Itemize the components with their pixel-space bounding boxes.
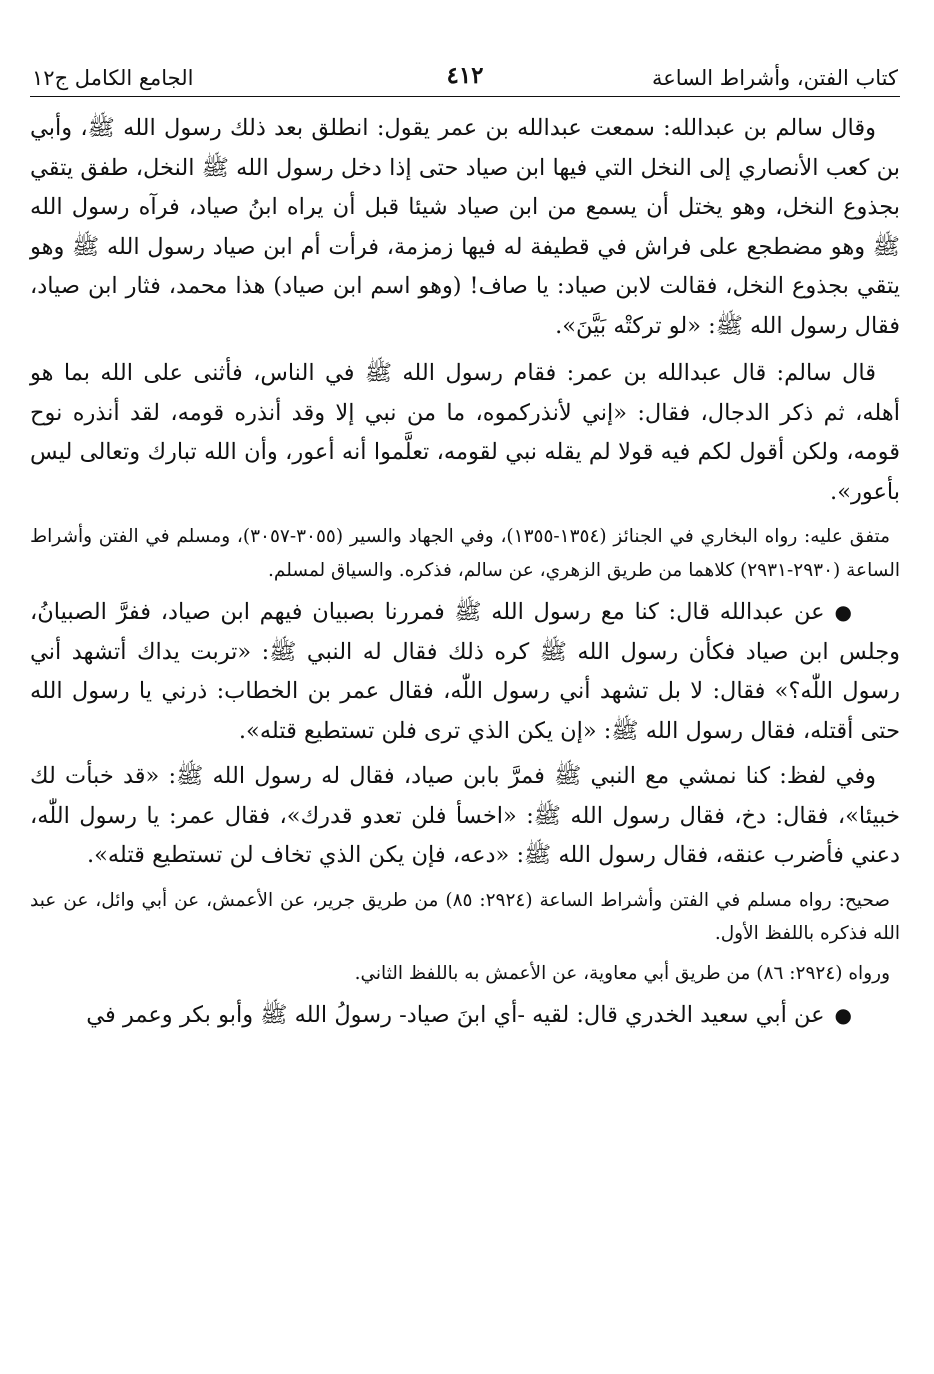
footnote-takhrij-3: ورواه (٢٩٢٤: ٨٦) من طريق أبي معاوية، عن الأعمش به باللفظ الثاني. xyxy=(354,962,890,984)
document-page xyxy=(30,52,900,1362)
hadith-abu-said xyxy=(30,996,900,1036)
paragraph-other-wording: وفي لفظ: كنا نمشي مع النبي ﷺ فمرَّ بابن صياد، فقال له رسول الله ﷺ: «قد خبأت لك خبيئا»، فقال: دخ، فقال رسول الله ﷺ: «اخسأ فلن تعدو قدرك»، فقال عمر: يا رسول اللّٰه، دعني فأضرب عنقه، فقال رسول الله ﷺ: «دعه، فإن يكن الذي تخاف لن تستطيع قتله». xyxy=(30,763,900,868)
bullet-marker: ● xyxy=(834,600,852,624)
paragraph-salim-narration: وقال سالم بن عبدالله: سمعت عبدالله بن عمر يقول: انطلق بعد ذلك رسول الله ﷺ، وأبي بن كعب الأنصاري إلى النخل التي فيها ابن صياد حتى إذا دخل رسول الله ﷺ النخل، طفق يتقي بجذوع النخل، وهو يختل أن يسمع من ابن صياد شيئا قبل أن يراه ابنُ صياد، فرآه رسول الله ﷺ وهو مضطجع على فراش في قطيفة له فيها زمزمة، فرأت أم ابن صياد رسول الله ﷺ وهو يتقي بجذوع النخل، فقالت لابن صياد: يا صاف! (وهو اسم ابن صياد) هذا محمد، فثار ابن صياد، فقال رسول الله ﷺ: «لو تركتْه بَيَّنَ». xyxy=(30,115,900,339)
page-header xyxy=(30,52,900,97)
hadith-abu-said-text: عن أبي سعيد الخدري قال: لقيه -أي ابنَ صياد- رسولُ الله ﷺ وأبو بكر وعمر في xyxy=(86,1002,825,1028)
paragraph-dajjal-sermon: قال سالم: قال عبدالله بن عمر: فقام رسول الله ﷺ في الناس، فأثنى على الله بما هو أهله، ثم ذكر الدجال، فقال: «إني لأنذركموه، ما من نبي إلا وقد أنذره قومه، لقد أنذره نوح قومه، ولكن أقول لكم فيه قولا لم يقله نبي لقومه، تعلَّموا أنه أعور، وأن الله تبارك وتعالى ليس بأعور». xyxy=(30,360,900,505)
book-title: الجامع الكامل ج١٢ xyxy=(32,66,194,90)
footnote-takhrij-1: متفق عليه: رواه البخاري في الجنائز (١٣٥٤-١٣٥٥)، وفي الجهاد والسير (٣٠٥٥-٣٠٥٧)، ومسلم في الفتن وأشراط الساعة (٢٩٣٠-٢٩٣١) كلاهما من طريق الزهري، عن سالم، فذكره. والسياق لمسلم. xyxy=(30,526,900,581)
bullet-marker: ● xyxy=(834,1003,852,1027)
page-number: ٤١٢ xyxy=(446,62,484,89)
section-title: كتاب الفتن، وأشراط الساعة xyxy=(651,66,898,90)
page-body xyxy=(30,97,900,1036)
hadith-abdullah-text: عن عبدالله قال: كنا مع رسول الله ﷺ فمررنا بصبيان فيهم ابن صياد، ففرَّ الصبيانُ، وجلس ابن صياد فكأن رسول الله ﷺ كره ذلك فقال له النبي ﷺ: «تربت يداك أتشهد أني رسول اللّٰه؟» فقال: لا بل تشهد أني رسول اللّٰه، فقال عمر بن الخطاب: ذرني يا رسول الله حتى أقتله، فقال رسول الله ﷺ: «إن يكن الذي ترى فلن تستطيع قتله». xyxy=(30,599,900,744)
hadith-abdullah xyxy=(30,593,900,751)
footnote-takhrij-2: صحيح: رواه مسلم في الفتن وأشراط الساعة (٢٩٢٤: ٨٥) من طريق جرير، عن الأعمش، عن أبي وائل، عن عبد الله فذكره باللفظ الأول. xyxy=(30,889,900,944)
